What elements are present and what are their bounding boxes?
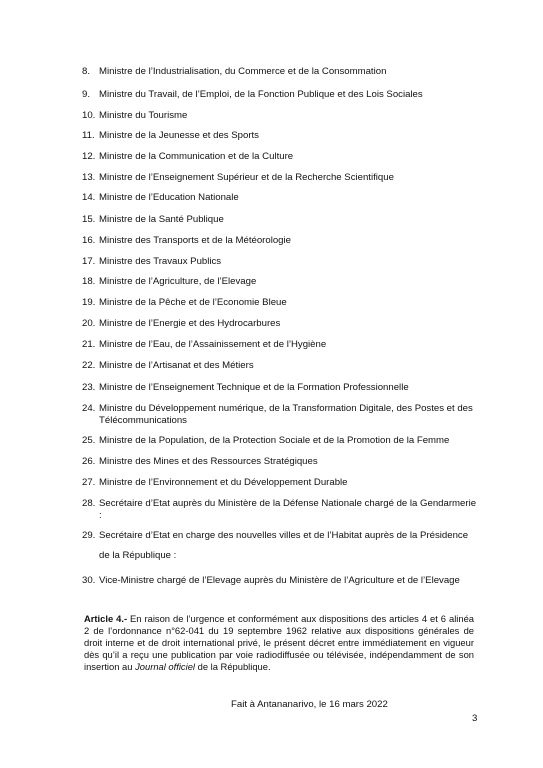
item-text: Ministre du Tourisme [99, 110, 188, 121]
item-text: Ministre du Travail, de l’Emploi, de la Fonction Publique et des Lois Sociales [99, 89, 423, 100]
item-text: Ministre des Travaux Publics [99, 256, 222, 267]
item-text: Ministre de l’Enseignement Supérieur et de la Recherche Scientifique [99, 172, 394, 183]
item-number: 15. [82, 214, 96, 225]
item-number: 24. [82, 403, 96, 414]
item-number: 11. [82, 130, 95, 141]
item-number: 14. [82, 192, 96, 203]
item-text: Secrétaire d’Etat en charge des nouvelles villes et de l’Habitat auprès de la Présidence de la République : [99, 530, 469, 561]
item-text: Ministre de la Communication et de la Culture [99, 151, 294, 162]
article-label: Article 4.- [84, 613, 128, 624]
item-text: Ministre de l’Artisanat et des Métiers [99, 360, 254, 371]
item-number: 9. [82, 89, 91, 100]
item-text: Ministre des Transports et de la Météorologie [99, 235, 291, 246]
item-number: 22. [82, 360, 96, 371]
item-number: 8. [82, 66, 91, 77]
signature-line: Fait à Antananarivo, le 16 mars 2022 [231, 699, 388, 710]
item-number: 25. [82, 435, 96, 446]
item-text: Ministre de l’Eau, de l’Assainissement et de l’Hygiène [99, 339, 327, 350]
item-text: Ministre de l’Education Nationale [99, 192, 239, 203]
item-number: 27. [82, 477, 96, 488]
item-text: Ministre de la Jeunesse et des Sports [99, 130, 259, 141]
item-text: Vice-Ministre chargé de l’Elevage auprès du Ministère de l’Agriculture et de l’Elevage [99, 575, 460, 586]
item-text: Ministre de l’Environnement et du Développement Durable [99, 477, 348, 488]
item-number: 17. [82, 256, 96, 267]
item-number: 10. [82, 110, 96, 121]
item-text: Ministre du Développement numérique, de la Transformation Digitale, des Postes et des Télécommunications [99, 403, 473, 426]
item-text: Ministre de l’Energie et des Hydrocarbures [99, 318, 281, 329]
item-number: 23. [82, 382, 96, 393]
item-number: 12. [82, 151, 96, 162]
item-number: 21. [82, 339, 96, 350]
item-number: 16. [82, 235, 96, 246]
journal-officiel: Journal officiel [135, 661, 196, 673]
article-4 [84, 613, 474, 673]
item-number: 18. [82, 276, 96, 287]
item-text: Ministre de l’Agriculture, de l’Elevage [99, 276, 257, 287]
item-text: Ministre de l’Enseignement Technique et de la Formation Professionnelle [99, 382, 409, 393]
item-number: 29. [82, 530, 96, 541]
item-number: 13. [82, 172, 96, 183]
item-number: 20. [82, 318, 96, 329]
article-body: En raison de l’urgence et conformément aux dispositions des articles 4 et 6 alinéa 2 de l’ordonnance n°62-041 du 19 septembre 1962 relative aux dispositions générales de droit interne et de droit international privé, le présent décret entre immédiatement en vigueur dès qu’il a reçu une publication par voie radiodiffusée ou télévisée, indépendamment de son insertion au [84, 613, 474, 673]
page-number: 3 [472, 713, 478, 724]
item-number: 28. [82, 498, 96, 509]
item-number: 26. [82, 456, 96, 467]
item-number: 30. [82, 575, 96, 586]
article-body-end: de la République. [195, 661, 271, 673]
item-text: Secrétaire d’Etat auprès du Ministère de la Défense Nationale chargé de la Gendarmerie : [99, 498, 477, 521]
item-text: Ministre de la Santé Publique [99, 214, 224, 225]
item-text: Ministre des Mines et des Ressources Stratégiques [99, 456, 318, 467]
item-text: Ministre de l’Industrialisation, du Commerce et de la Consommation [99, 66, 387, 77]
item-text: Ministre de la Population, de la Protection Sociale et de la Promotion de la Femme [99, 435, 450, 446]
item-text: Ministre de la Pêche et de l’Economie Bleue [99, 297, 287, 308]
item-number: 19. [82, 297, 96, 308]
